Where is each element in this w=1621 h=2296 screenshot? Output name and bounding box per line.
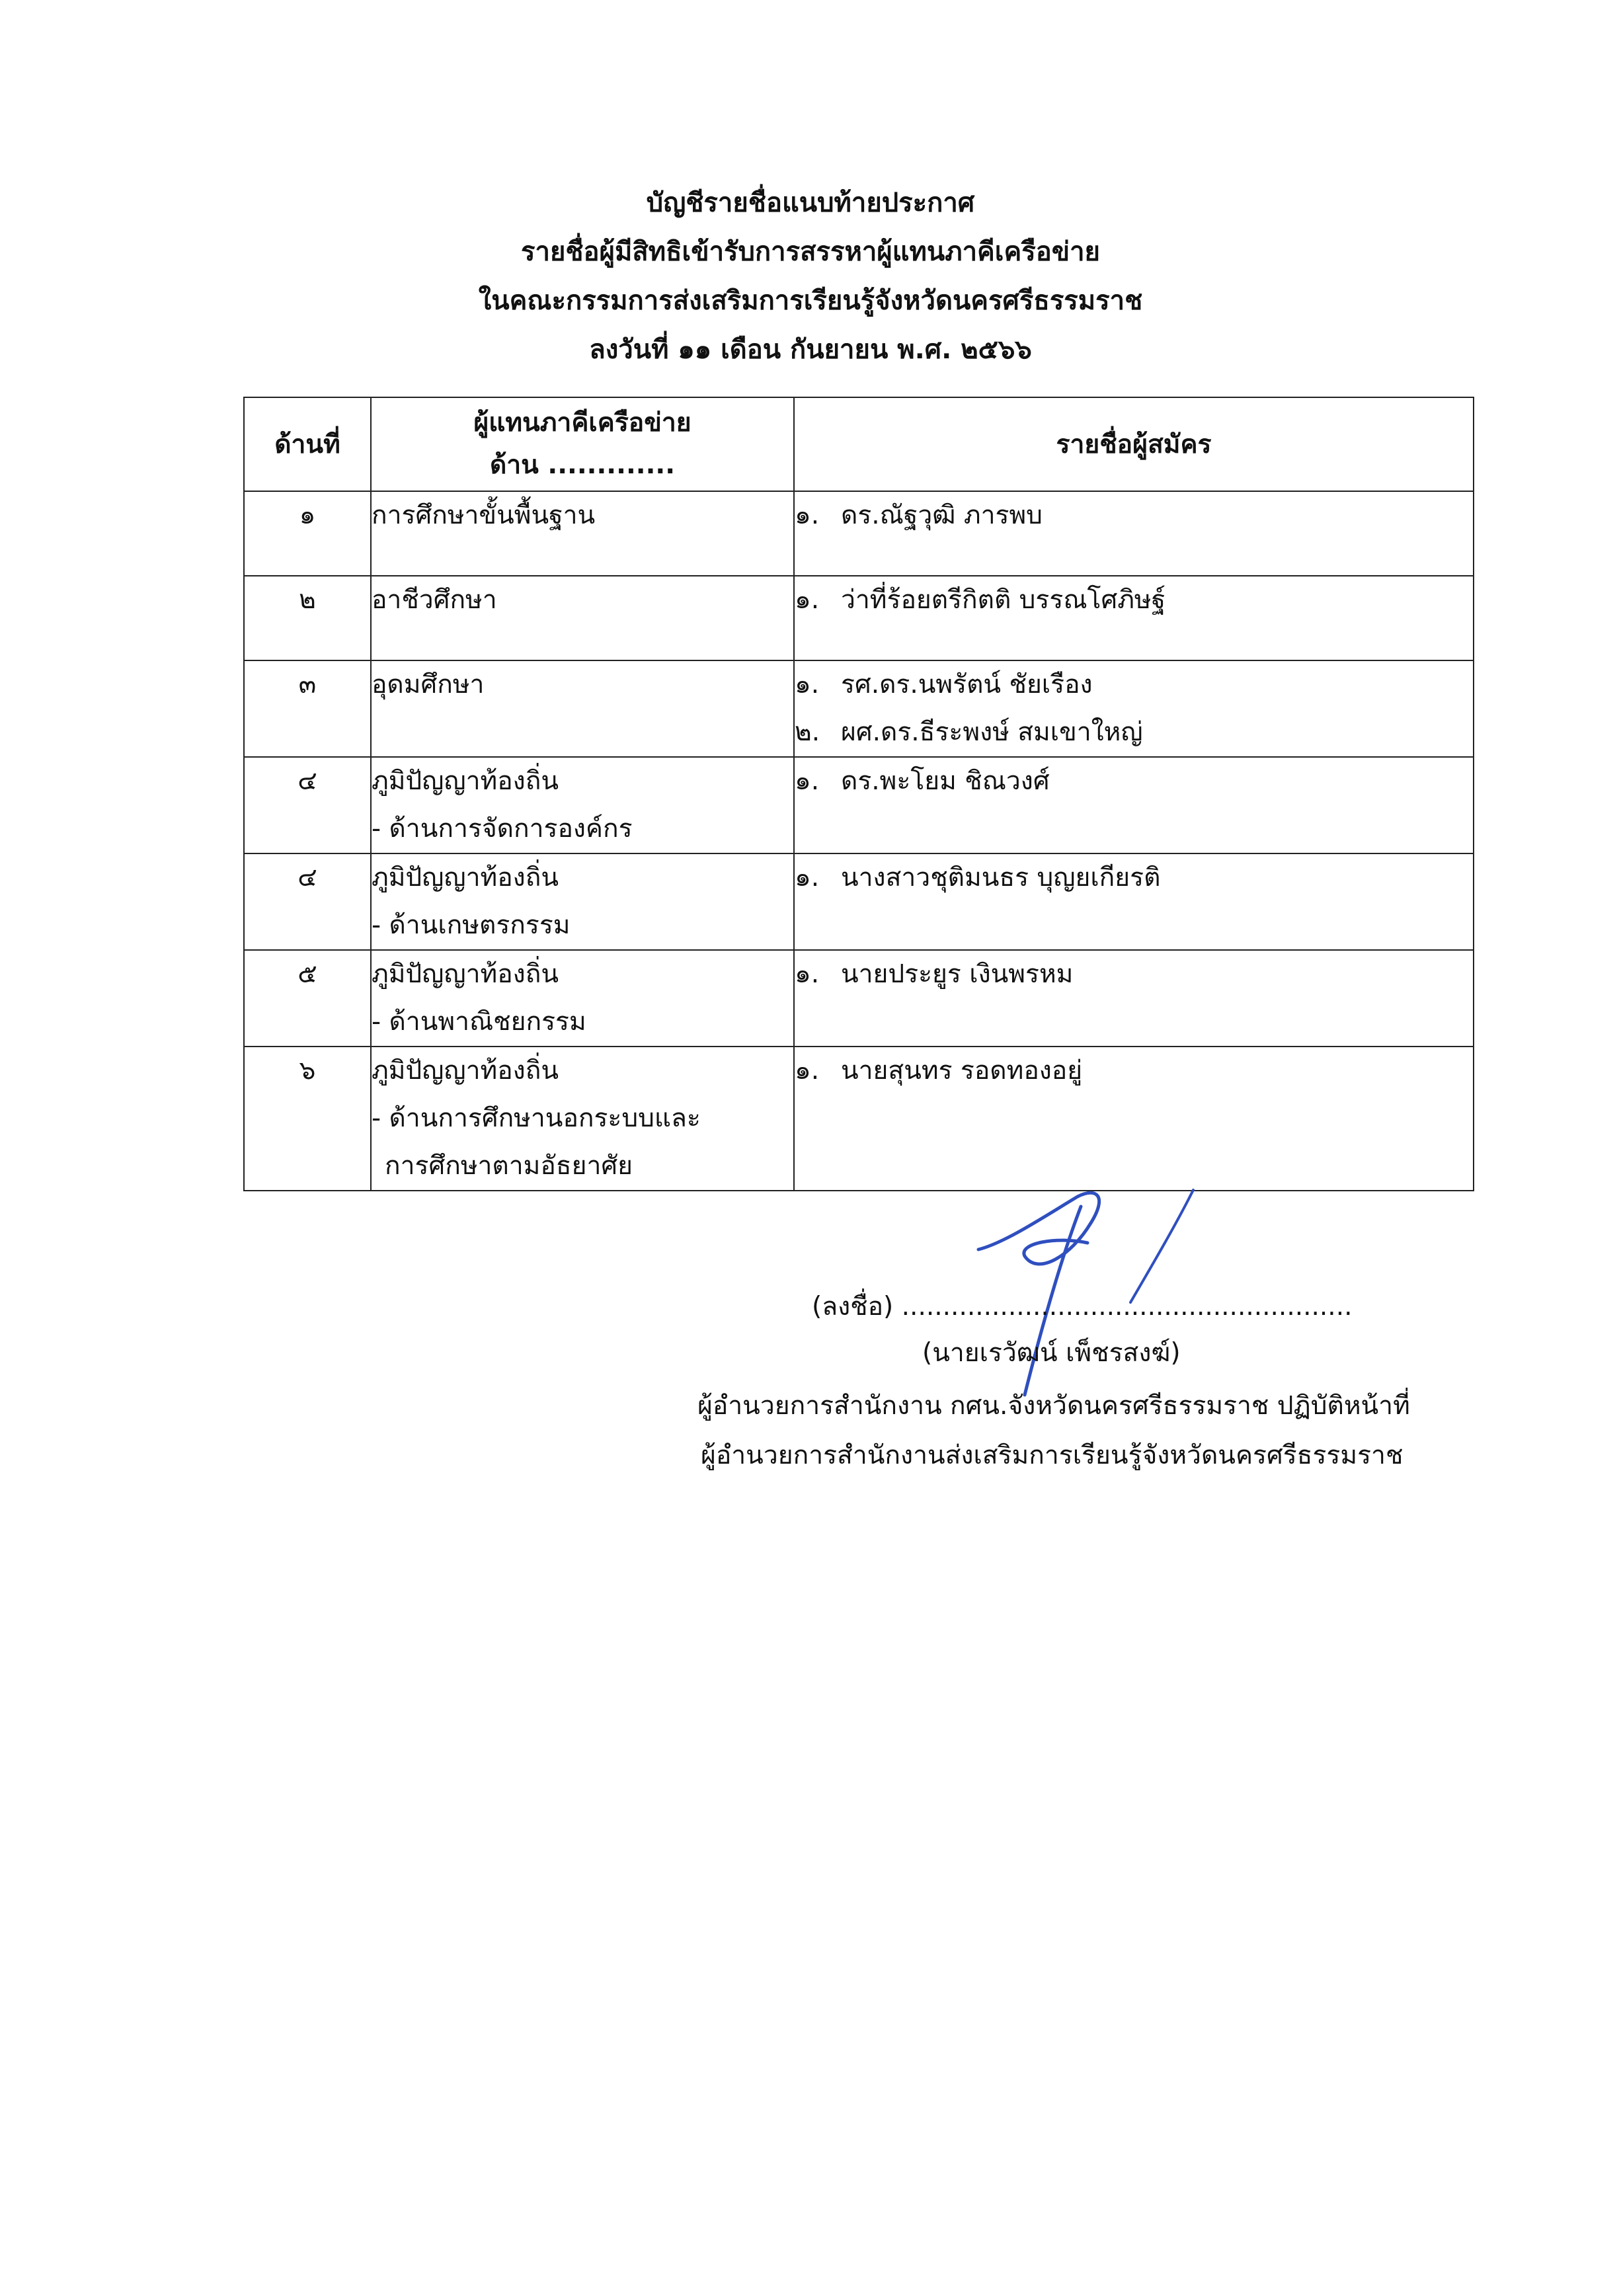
header-title: บัญชีรายชื่อแนบท้ายประกาศ bbox=[646, 188, 975, 218]
row-rep bbox=[371, 757, 794, 853]
candidate-name: นางสาวชุติมนธร บุญยเกียรติ bbox=[841, 863, 1161, 892]
signer-name: (นายเรวัฒน์ เพ็ชรสงฆ์) bbox=[922, 1338, 1181, 1368]
candidate-name: รศ.ดร.นพรัตน์ ชัยเรือง bbox=[841, 670, 1093, 699]
rep-category: อุดมศึกษา bbox=[372, 670, 485, 699]
row-no: ๖ bbox=[244, 1047, 371, 1191]
row-no: ๒ bbox=[244, 576, 371, 660]
candidate-name: นายสุนทร รอดทองอยู่ bbox=[841, 1056, 1083, 1086]
table-row bbox=[244, 491, 1474, 576]
candidate-table bbox=[243, 397, 1474, 1191]
candidate bbox=[795, 951, 1473, 998]
row-rep bbox=[371, 576, 794, 660]
candidate-num: ๑. bbox=[795, 959, 820, 989]
rep-subcategory: - ด้านการศึกษานอกระบบและ bbox=[372, 1103, 701, 1133]
header-committee: ในคณะกรรมการส่งเสริมการเรียนรู้จังหวัดนครศรีธรรมราช bbox=[478, 286, 1143, 316]
table-row bbox=[244, 757, 1474, 853]
row-no: ๔ bbox=[244, 757, 371, 853]
candidate bbox=[795, 492, 1473, 539]
rep-category: อาชีวศึกษา bbox=[372, 585, 497, 615]
row-names bbox=[794, 1047, 1474, 1191]
signer-position-1: ผู้อำนวยการสำนักงาน กศน.จังหวัดนครศรีธรรมราช ปฏิบัติหน้าที่ bbox=[697, 1391, 1410, 1421]
row-names bbox=[794, 576, 1474, 660]
candidate-name: ผศ.ดร.ธีระพงษ์ สมเขาใหญ่ bbox=[841, 717, 1143, 747]
candidate bbox=[795, 576, 1473, 624]
row-no: ๑ bbox=[244, 491, 371, 576]
rep-subcategory: - ด้านพาณิชยกรรม bbox=[372, 1007, 586, 1037]
candidate-num: ๑. bbox=[795, 500, 820, 530]
rep-category: ภูมิปัญญาท้องถิ่น bbox=[372, 1056, 559, 1086]
candidate bbox=[795, 661, 1473, 709]
candidate-num: ๑. bbox=[795, 766, 820, 796]
candidate-num: ๒. bbox=[795, 717, 820, 747]
header-names: รายชื่อผู้สมัคร bbox=[794, 397, 1474, 491]
table-row bbox=[244, 950, 1474, 1047]
candidate-name: ดร.พะโยม ชิณวงศ์ bbox=[841, 766, 1050, 796]
header-date: ลงวันที่ ๑๑ เดือน กันยายน พ.ศ. ๒๕๖๖ bbox=[589, 335, 1032, 365]
row-names bbox=[794, 853, 1474, 950]
header-rep-line2: ด้าน ............. bbox=[489, 450, 676, 480]
table-row bbox=[244, 853, 1474, 950]
rep-category: ภูมิปัญญาท้องถิ่น bbox=[372, 766, 559, 796]
rep-subcategory-cont: การศึกษาตามอัธยาศัย bbox=[385, 1151, 633, 1181]
row-rep bbox=[371, 660, 794, 757]
rep-category: การศึกษาขั้นพื้นฐาน bbox=[372, 500, 596, 530]
candidate-name: นายประยูร เงินพรหม bbox=[841, 959, 1074, 989]
candidate-num: ๑. bbox=[795, 1056, 820, 1086]
candidate bbox=[795, 709, 1473, 756]
row-names bbox=[794, 660, 1474, 757]
row-names bbox=[794, 950, 1474, 1047]
candidate-num: ๑. bbox=[795, 670, 820, 699]
row-rep bbox=[371, 1047, 794, 1191]
candidate bbox=[795, 758, 1473, 805]
row-no: ๔ bbox=[244, 853, 371, 950]
table-header-row bbox=[244, 397, 1474, 491]
header-rep bbox=[371, 397, 794, 491]
candidate-name: ดร.ณัฐวุฒิ ภารพบ bbox=[841, 500, 1043, 530]
document-header bbox=[0, 178, 1621, 374]
rep-subcategory: - ด้านการจัดการองค์กร bbox=[372, 814, 633, 844]
header-rep-line1: ผู้แทนภาคีเครือข่าย bbox=[473, 408, 692, 438]
row-no: ๕ bbox=[244, 950, 371, 1047]
row-rep bbox=[371, 853, 794, 950]
header-subtitle: รายชื่อผู้มีสิทธิเข้ารับการสรรหาผู้แทนภาคีเครือข่าย bbox=[521, 237, 1100, 267]
rep-subcategory: - ด้านเกษตรกรรม bbox=[372, 910, 571, 940]
table-row bbox=[244, 660, 1474, 757]
rep-category: ภูมิปัญญาท้องถิ่น bbox=[372, 959, 559, 989]
signed-line: (ลงชื่อ) ....................................................... bbox=[812, 1292, 1353, 1322]
header-no: ด้านที่ bbox=[244, 397, 371, 491]
table-row bbox=[244, 576, 1474, 660]
table-row bbox=[244, 1047, 1474, 1191]
signer-position-2: ผู้อำนวยการสำนักงานส่งเสริมการเรียนรู้จังหวัดนครศรีธรรมราช bbox=[701, 1441, 1404, 1470]
row-names bbox=[794, 491, 1474, 576]
rep-category: ภูมิปัญญาท้องถิ่น bbox=[372, 863, 559, 892]
row-rep bbox=[371, 491, 794, 576]
row-names bbox=[794, 757, 1474, 853]
candidate-num: ๑. bbox=[795, 585, 820, 615]
candidate bbox=[795, 1047, 1473, 1095]
row-no: ๓ bbox=[244, 660, 371, 757]
row-rep bbox=[371, 950, 794, 1047]
candidate-name: ว่าที่ร้อยตรีกิตติ บรรณโศภิษฐ์ bbox=[841, 585, 1166, 615]
candidate-num: ๑. bbox=[795, 863, 820, 892]
candidate bbox=[795, 854, 1473, 902]
